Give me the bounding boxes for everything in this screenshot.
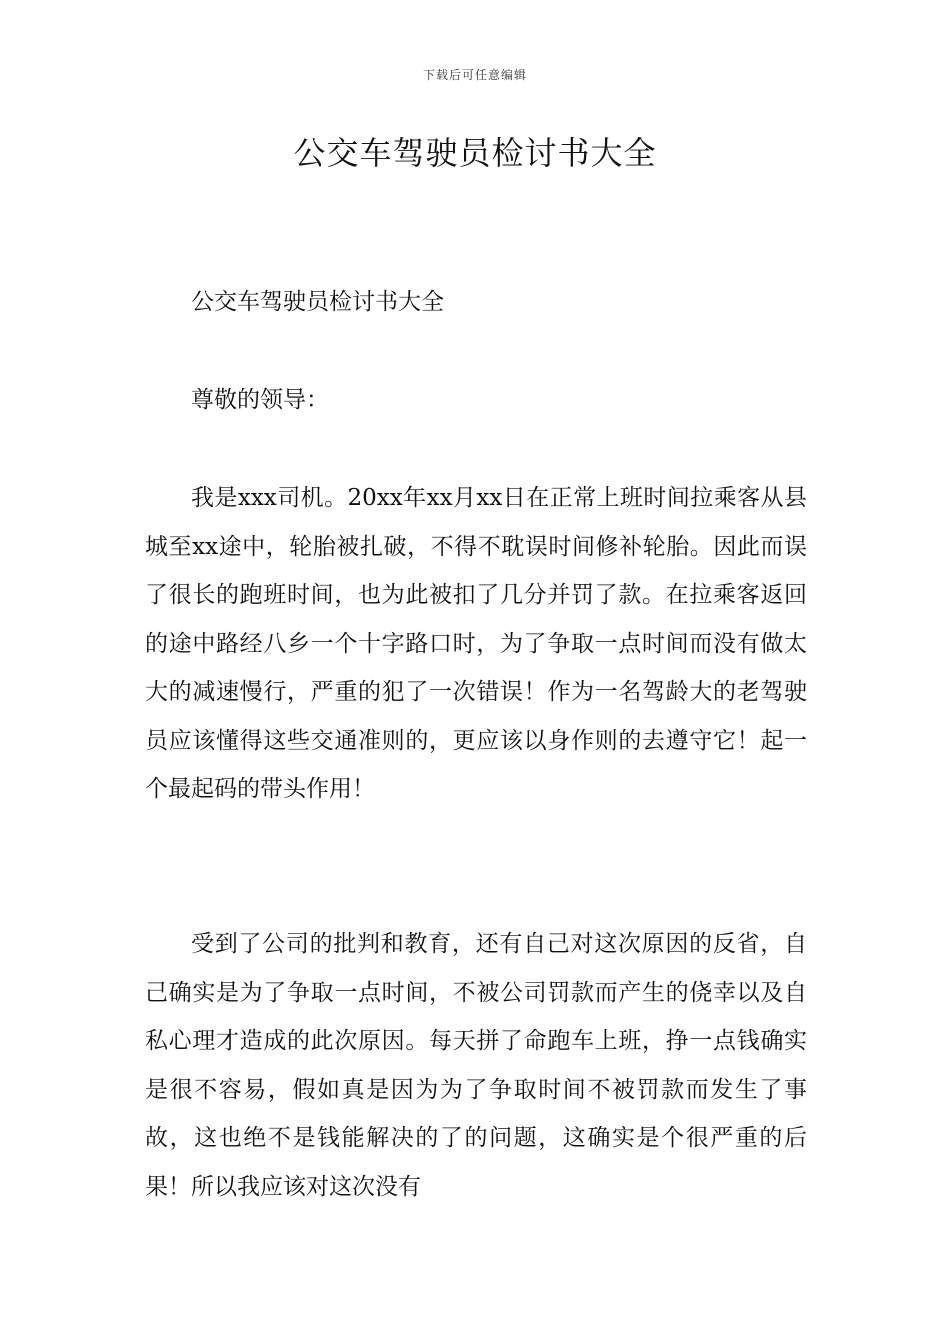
salutation: 尊敬的领导： — [191, 387, 329, 413]
document-subtitle: 公交车驾驶员检讨书大全 — [191, 289, 444, 315]
document-title: 公交车驾驶员检讨书大全 — [293, 134, 657, 172]
paragraph-2: 受到了公司的批判和教育，还有自己对这次原因的反省，自己确实是为了争取一点时间，不被公司罚款而产生的侥幸以及自私心理才造成的此次原因。每天拼了命跑车上班，挣一点钱确实是很不容易，假如真是因为为了争取时间不被罚款而发生了事故，这也绝不是钱能解决的了的问题，这确实是个很严重的后果！所以我应该对这次没有 — [145, 931, 807, 1200]
paragraph-1: 我是xxx司机。20xx年xx月xx日在正常上班时间拉乘客从县城至xx途中，轮胎被扎破，不得不耽误时间修补轮胎。因此而误了很长的跑班时间，也为此被扣了几分并罚了款。在拉乘客返回的途中路经八乡一个十字路口时，为了争取一点时间而没有做太大的减速慢行，严重的犯了一次错误！作为一名驾龄大的老驾驶员应该懂得这些交通准则的，更应该以身作则的去遵守它！起一个最起码的带头作用！ — [145, 485, 807, 802]
header-note: 下载后可任意编辑 — [422, 68, 527, 82]
